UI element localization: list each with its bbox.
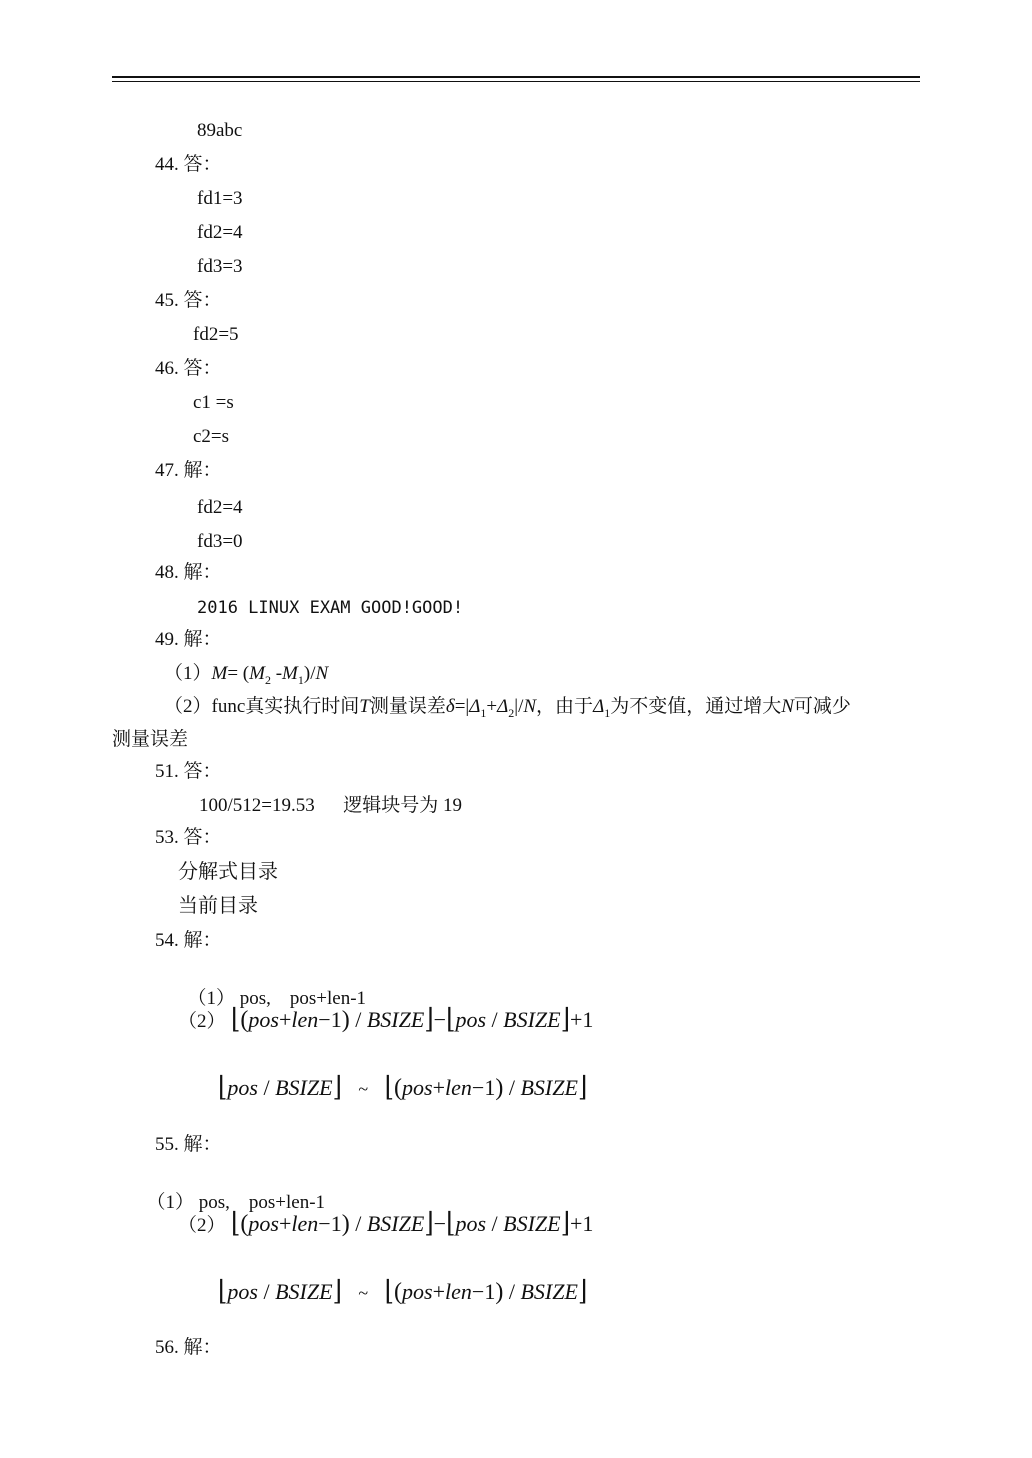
header-rule-thin [112, 81, 920, 82]
answer-line: 89abc [197, 120, 243, 141]
q54-formula-block-count: （2） ⌊(pos+len−1) / BSIZE⌋−⌊pos / BSIZE⌋+1 [178, 1005, 594, 1035]
question-55-heading: 55. 解： [155, 1134, 222, 1155]
question-47-heading: 47. 解： [155, 460, 222, 481]
answer-line: fd2=4 [197, 222, 243, 243]
question-54-heading: 54. 解： [155, 930, 222, 951]
code-output-line: 2016 LINUX EXAM GOOD!GOOD! [197, 598, 464, 618]
question-53-heading: 53. 答： [155, 827, 222, 848]
q55-item1: （1） pos, pos+len-1 [146, 1192, 326, 1213]
header-rule-thick [112, 76, 920, 78]
q49-part2-wrap: 测量误差 [112, 729, 189, 750]
question-49-heading: 49. 解： [155, 629, 222, 650]
answer-line: fd2=5 [193, 324, 239, 345]
q49-part2: （2）func真实执行时间T测量误差$\delta=|\Delta_1+\Delta_2|/N$，由于$\Delta_1$为不变值，通过增大N可减少 [164, 696, 851, 720]
question-56-heading: 56. 解： [155, 1337, 222, 1358]
answer-line: 当前目录 [178, 895, 258, 917]
q54-item1: （1） pos, pos+len-1 [187, 988, 367, 1009]
answer-line: fd2=4 [197, 497, 243, 518]
answer-line: fd1=3 [197, 188, 243, 209]
q55-formula-block-range: ⌊pos / BSIZE⌋ ~ ⌊(pos+len−1) / BSIZE⌋ [218, 1277, 588, 1307]
answer-line: c1 =s [193, 392, 234, 413]
question-46-heading: 46. 答： [155, 358, 222, 379]
q49-part1: $(1)M= (M_2$ $-M_1)/N$ [164, 663, 329, 687]
question-44-heading: 44. 答： [155, 154, 222, 175]
question-51-heading: 51. 答： [155, 761, 222, 782]
answer-line: c2=s [193, 426, 230, 447]
answer-line: 分解式目录 [178, 861, 278, 883]
q54-formula-block-range: ⌊pos / BSIZE⌋ ~ ⌊(pos+len−1) / BSIZE⌋ [218, 1073, 588, 1103]
answer-line: 100/512=19.53 逻辑块号为 19 [199, 795, 462, 816]
answer-line: fd3=0 [197, 531, 243, 552]
answer-line: fd3=3 [197, 256, 243, 277]
q55-formula-block-count: （2） ⌊(pos+len−1) / BSIZE⌋−⌊pos / BSIZE⌋+1 [178, 1209, 594, 1239]
question-48-heading: 48. 解： [155, 562, 222, 583]
question-45-heading: 45. 答： [155, 290, 222, 311]
